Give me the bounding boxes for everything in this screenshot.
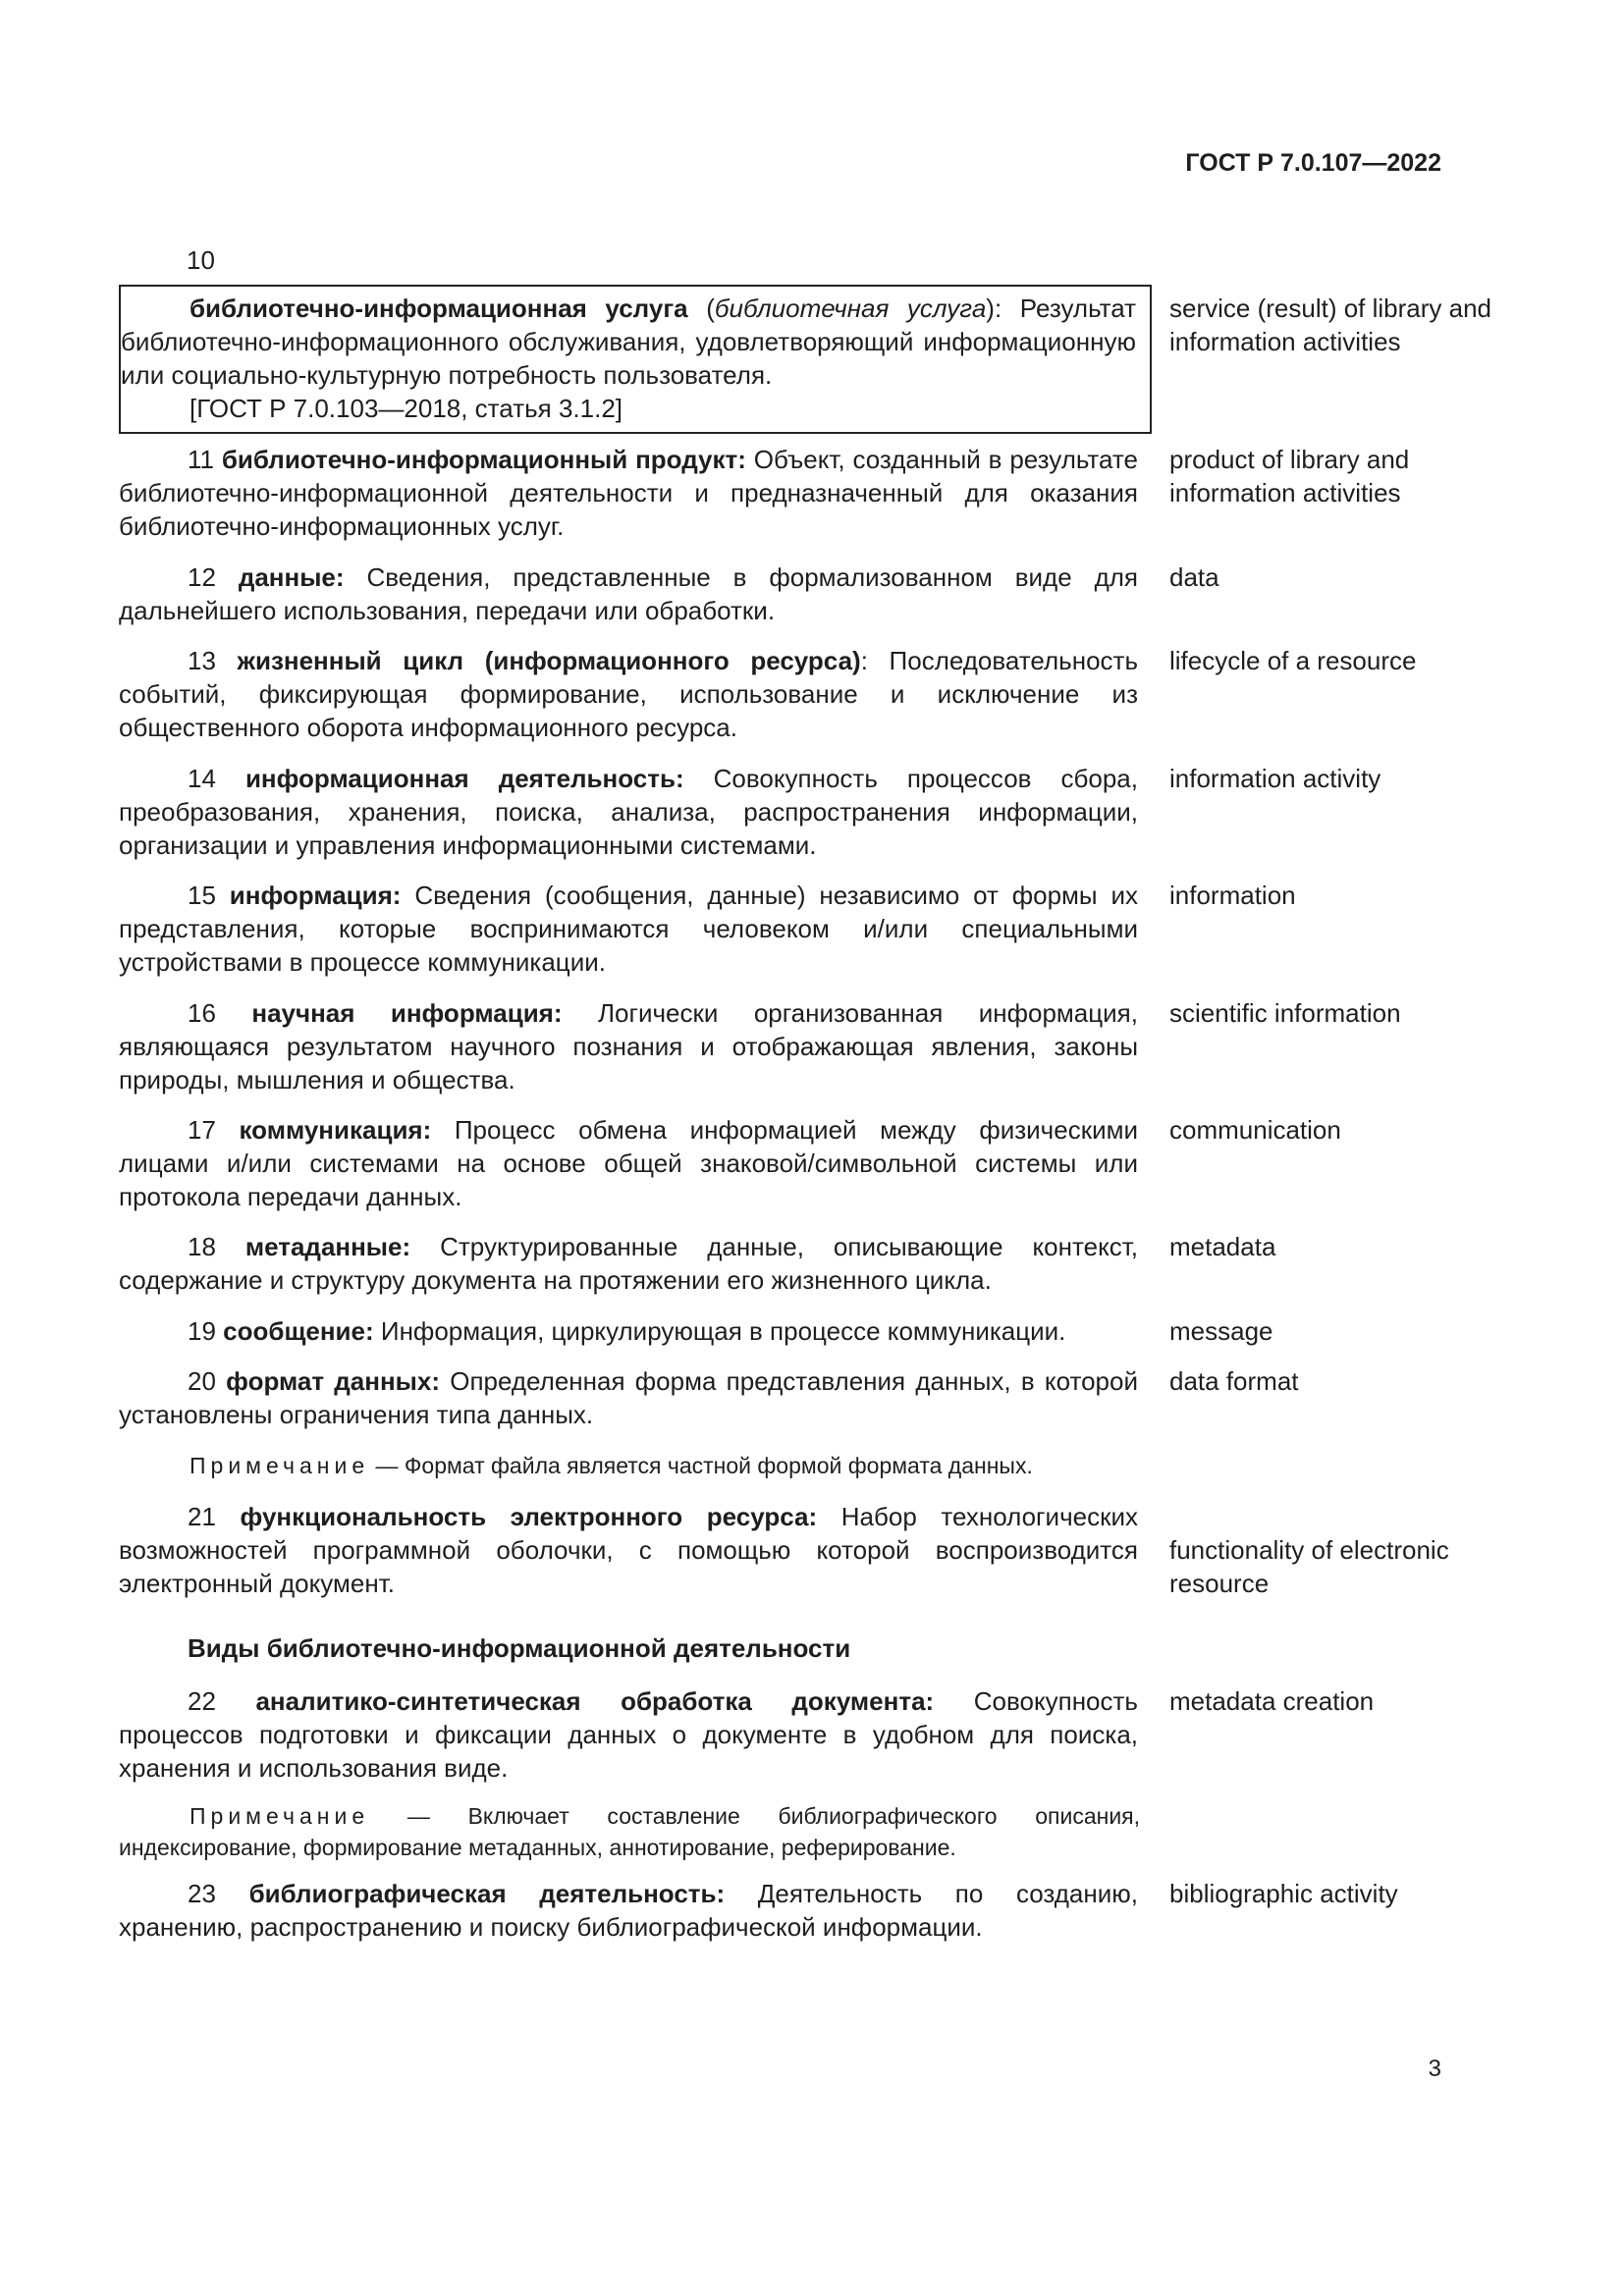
term-14-english: information activity xyxy=(1169,764,1381,793)
term-13-definition: : Последовательность событий, фиксирующая формирование, использование и исключение из общественного оборота информационного ресурса. xyxy=(119,646,1138,742)
term-11-entry xyxy=(119,443,1138,543)
term-20-definition: Определенная форма представления данных, в которой установлены ограничения типа данных. xyxy=(119,1366,1138,1429)
term-21-entry xyxy=(119,1500,1138,1600)
term-15-definition: Сведения (сообщения, данные) независимо от формы их представления, которые воспринимаются человеком и/или специальными устройствами в процессе коммуникации. xyxy=(119,881,1138,977)
term-22-name: аналитико-синтетическая обработка документа: xyxy=(255,1686,935,1716)
note-text: Включает составление библиографического описания, индексирование, формирование метаданных, аннотирование, реферирование. xyxy=(119,1803,1141,1860)
term-12-entry xyxy=(119,561,1138,627)
term-22-definition: Совокупность процессов подготовки и фиксации данных о документе в удобном для поиска, хранения и использования виде. xyxy=(119,1686,1138,1783)
term-18-entry xyxy=(119,1230,1138,1297)
term-17-entry xyxy=(119,1113,1138,1213)
term-22-number: 22 xyxy=(188,1686,216,1716)
term-12-number: 12 xyxy=(188,562,216,592)
term-11-name: библиотечно-информационный продукт: xyxy=(221,445,746,474)
term-12-english: data xyxy=(1169,562,1219,592)
note-dash: — xyxy=(369,1803,468,1829)
term-17-english: communication xyxy=(1169,1115,1341,1145)
note-format xyxy=(119,1450,1140,1481)
page-number: 3 xyxy=(1428,2056,1441,2082)
term-20-english: data format xyxy=(1169,1366,1299,1396)
term-10-close: ): xyxy=(986,294,1020,323)
term-10-entry xyxy=(121,292,1136,425)
term-19-entry xyxy=(119,1314,1138,1348)
term-22-english: metadata creation xyxy=(1169,1686,1375,1716)
term-16-name: научная информация: xyxy=(251,998,563,1028)
term-15-number: 15 xyxy=(188,881,216,910)
term-20-name: формат данных: xyxy=(226,1366,440,1396)
section-heading: Виды библиотечно-информационной деятельности xyxy=(188,1633,851,1663)
term-15-entry xyxy=(119,879,1138,979)
term-17-name: коммуникация: xyxy=(239,1115,432,1145)
term-10-name: библиотечно-информационная услуга xyxy=(189,294,688,323)
term-18-name: метаданные: xyxy=(244,1232,411,1261)
term-16-entry xyxy=(119,996,1138,1096)
term-22-entry xyxy=(119,1684,1138,1785)
term-23-number: 23 xyxy=(188,1879,216,1908)
term-21-definition: Набор технологических возможностей программной оболочки, с помощью которой воспроизводится электронный документ. xyxy=(119,1502,1138,1598)
term-17-number: 17 xyxy=(188,1115,216,1145)
term-18-english: metadata xyxy=(1169,1232,1276,1261)
term-14-number: 14 xyxy=(188,764,216,793)
term-10-english: service (result) of library and information activities xyxy=(1169,294,1491,356)
term-11-definition: Объект, созданный в результате библиотечно-информационной деятельности и предназначенный для оказания библиотечно-информационных услуг. xyxy=(119,445,1138,541)
term-19-english: message xyxy=(1169,1316,1273,1346)
term-23-name: библиографическая деятельность: xyxy=(248,1879,726,1908)
term-21-name: функциональность электронного ресурса: xyxy=(240,1502,818,1531)
term-15-english: information xyxy=(1169,881,1296,910)
term-13-entry xyxy=(119,644,1138,744)
term-13-english: lifecycle of a resource xyxy=(1169,646,1417,675)
term-18-definition: Структурированные данные, описывающие контекст, содержание и структуру документа на протяжении его жизненного цикла. xyxy=(119,1232,1138,1295)
term-21-english: functionality of electronic resource xyxy=(1169,1535,1449,1598)
note-label: Примечание xyxy=(189,1453,370,1478)
term-18-number: 18 xyxy=(188,1232,216,1261)
note-text: Формат файла является частной формой формата данных. xyxy=(404,1453,1033,1478)
term-19-definition: Информация, циркулирующая в процессе коммуникации. xyxy=(380,1316,1066,1346)
term-14-name: информационная деятельность: xyxy=(244,764,684,793)
term-15-name: информация: xyxy=(229,881,402,910)
term-16-number: 16 xyxy=(188,998,216,1028)
term-19-number: 19 xyxy=(188,1316,216,1346)
term-23-definition: Деятельность по созданию, хранению, распространению и поиску библиографической информации. xyxy=(119,1879,1138,1942)
term-10-definition: Результат библиотечно-информационного обслуживания, удовлетворяющий информационную или социально-культурную потребность пользователя. xyxy=(121,294,1137,390)
term-19-name: сообщение: xyxy=(223,1316,374,1346)
term-12-definition: Сведения, представленные в формализованном виде для дальнейшего использования, передачи или обработки. xyxy=(119,562,1138,625)
term-16-english: scientific information xyxy=(1169,998,1401,1028)
term-10-number: 10 xyxy=(187,245,215,275)
note-metadata xyxy=(119,1800,1140,1863)
document-header: ГОСТ Р 7.0.107—2022 xyxy=(1185,149,1441,177)
note-label: Примечание xyxy=(189,1803,370,1829)
term-10-synonym: библиотечная услуга xyxy=(714,294,987,323)
term-23-entry xyxy=(119,1877,1138,1944)
term-23-english: bibliographic activity xyxy=(1169,1879,1398,1908)
term-16-definition: Логически организованная информация, являющаяся результатом научного познания и отображающая явления, законы природы, мышления и общества. xyxy=(119,998,1138,1095)
term-14-definition: Совокупность процессов сбора, преобразования, хранения, поиска, анализа, распространения информации, организации и управления информационными системами. xyxy=(119,764,1138,860)
term-10-paren: ( xyxy=(687,294,715,323)
term-20-entry xyxy=(119,1364,1138,1431)
term-13-number: 13 xyxy=(188,646,216,675)
term-11-english: product of library and information activities xyxy=(1169,445,1410,507)
term-12-name: данные: xyxy=(238,562,345,592)
term-17-definition: Процесс обмена информацией между физическими лицами и/или системами на основе общей знаковой/символьной системы или протокола передачи данных. xyxy=(119,1115,1138,1211)
note-dash: — xyxy=(369,1453,405,1478)
term-10-source: [ГОСТ Р 7.0.103—2018, статья 3.1.2] xyxy=(189,394,623,423)
term-11-number: 11 xyxy=(188,445,214,474)
term-21-number: 21 xyxy=(188,1502,216,1531)
term-14-entry xyxy=(119,762,1138,862)
term-20-number: 20 xyxy=(188,1366,216,1396)
term-13-name: жизненный цикл (информационного ресурса) xyxy=(237,646,861,675)
